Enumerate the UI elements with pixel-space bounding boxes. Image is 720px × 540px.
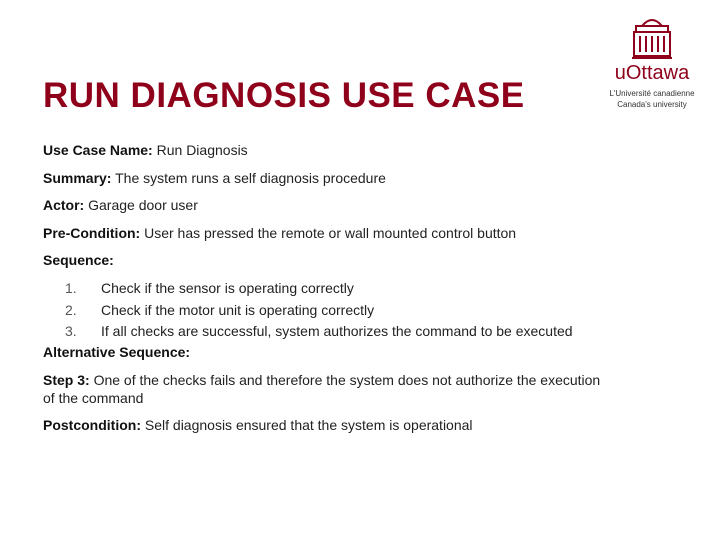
postcondition-value: Self diagnosis ensured that the system is operational: [144, 417, 473, 433]
postcondition: [43, 416, 673, 434]
sequence-list: [43, 278, 673, 343]
postcondition-label: Postcondition:: [43, 417, 141, 433]
actor-value: Garage door user: [88, 197, 198, 213]
sequence-step: [43, 321, 673, 343]
uottawa-logo: [604, 12, 700, 112]
use-case-body: [43, 141, 673, 444]
sequence-step-text: Check if the motor unit is operating correctly: [101, 301, 375, 318]
precondition-label: Pre-Condition:: [43, 224, 141, 241]
alternative-sequence-label: Alternative Sequence:: [43, 343, 191, 360]
sequence-step: [43, 300, 673, 322]
alternative-step-3: [43, 371, 603, 407]
logo-tagline-en: Canada's university: [617, 100, 687, 109]
step3-label: Step 3:: [43, 371, 90, 388]
sequence-step-number: 1.: [65, 280, 77, 296]
sequence-step: [43, 278, 673, 300]
use-case-name: [43, 141, 673, 159]
sequence-step-number: 3.: [65, 323, 77, 339]
precondition-value: User has pressed the remote or wall mounted control button: [144, 224, 517, 241]
sequence-section: [43, 251, 673, 361]
summary-label: Summary:: [43, 169, 112, 186]
logo-wordmark: uOttawa: [614, 62, 690, 84]
use-case-name-value: Run Diagnosis: [156, 142, 248, 158]
slide-title: RUN DIAGNOSIS USE CASE: [43, 76, 525, 115]
summary: [43, 169, 673, 187]
sequence-step-text: Check if the sensor is operating correctly: [101, 280, 354, 296]
sequence-step-number: 2.: [65, 301, 77, 318]
precondition: [43, 224, 673, 242]
sequence-label: Sequence:: [43, 252, 114, 268]
summary-value: The system runs a self diagnosis procedure: [115, 169, 386, 186]
actor: [43, 196, 673, 214]
actor-label: Actor:: [43, 197, 85, 213]
university-building-icon: [628, 12, 676, 62]
use-case-name-label: Use Case Name:: [43, 142, 153, 158]
sequence-step-text: If all checks are successful, system authorizes the command to be executed: [101, 323, 573, 339]
step3-value: One of the checks fails and therefore the system does not authorize the execution of the command: [43, 371, 601, 406]
logo-tagline-fr: L'Université canadienne: [609, 89, 695, 98]
